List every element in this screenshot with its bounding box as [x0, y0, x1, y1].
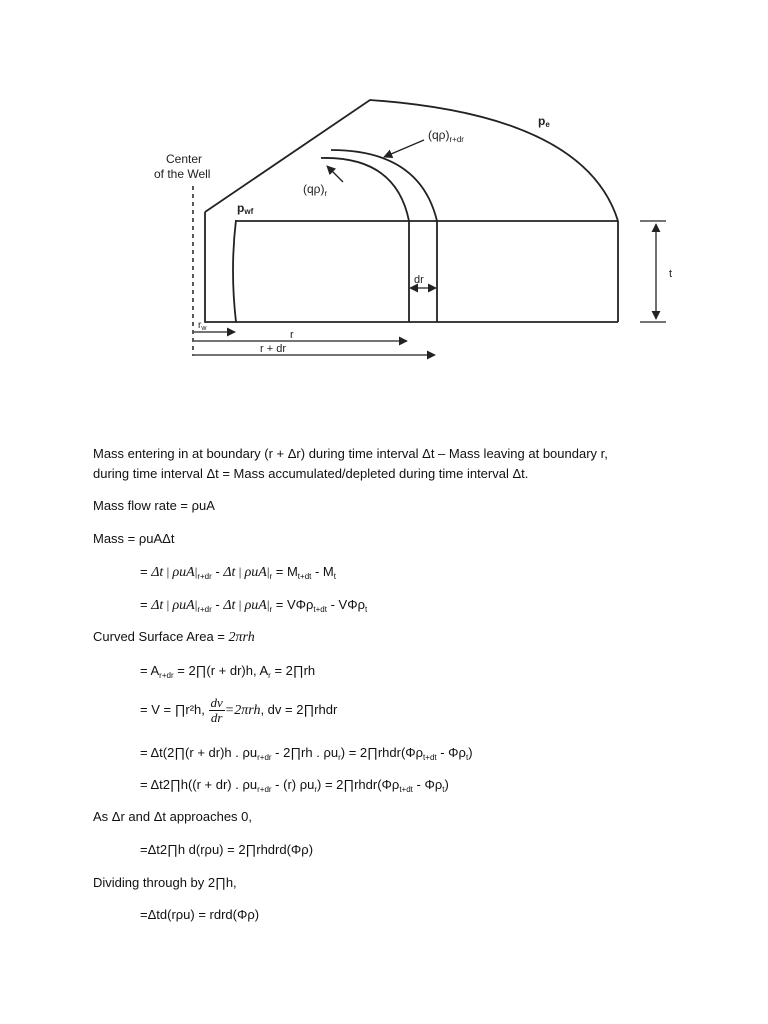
equation-7: =Δt2∏h d(rρu) = 2∏rhdrd(Φρ) — [140, 842, 314, 857]
equation-2: = Δt | $\rho uA|_{r+dr}$ - Δt | $\rho uA|_r = V\Phi\rho_{t+dt} - V\Phi\rho_t$ — [140, 597, 368, 614]
equation-4: = V = ∏r²h, $\frac{dv}{dr}$ =2πrh, dv = 2∏rhdr — [140, 695, 338, 726]
pe-label: pe — [538, 114, 550, 129]
dr-label: dr — [414, 274, 424, 286]
outer-boundary-arc — [205, 100, 618, 221]
wellbore-outline — [205, 212, 236, 322]
r-plus-dr-label: r + dr — [260, 343, 286, 355]
mass-definition: Mass = ρuAΔt — [93, 531, 175, 546]
center-label-line1: Center — [166, 152, 203, 166]
qp-r-dr-label: $(q\rho)_{r+dr}$ — [428, 128, 464, 144]
flux-arrow-r-plus-dr — [384, 140, 424, 157]
thickness-label: t — [669, 268, 673, 280]
limit-statement: As Δr and Δt approaches 0, — [93, 809, 253, 824]
shell-outer-arc — [331, 150, 437, 221]
pwf-label: pwf — [237, 201, 254, 216]
r-label: r — [290, 329, 294, 341]
radial-flow-diagram — [0, 0, 768, 400]
shell-inner-arc — [321, 158, 409, 221]
mass-flow-rate: Mass flow rate = ρuA — [93, 498, 215, 513]
equation-5: = Δt(2∏(r + dr)h . $\rho u_{r+dr}$ - 2∏rh . $\rho u_r$) = $2\prod rhdr(\Phi\rho_{t+dt} - \Phi\rho_t)$ — [140, 745, 473, 762]
flux-arrow-r — [327, 166, 343, 182]
center-label-line2: of the Well — [154, 167, 211, 181]
dividing-statement: Dividing through by 2∏h, — [93, 875, 237, 890]
rw-label: $r_w$ — [198, 320, 207, 332]
paragraph-mass-balance-1: Mass entering in at boundary (r + Δr) during time interval Δt – Mass leaving at boundary r, — [93, 446, 608, 461]
equation-8: =Δtd(rρu) = rdrd(Φρ) — [140, 907, 260, 922]
qp-r-label: $(q\rho)_r$ — [303, 182, 328, 198]
paragraph-mass-balance-2: during time interval Δt = Mass accumulated/depleted during time interval Δt. — [93, 466, 529, 481]
equation-1: = Δt | $\rho uA|_{r+dr}$ - Δt | $\rho uA|_r = M_{t+dt} - M_t$ — [140, 564, 336, 581]
equation-3: = $A_{r+dr}$ = 2∏(r + dr)h, $A_r$ = 2∏rh — [140, 663, 316, 680]
curved-surface-area: Curved Surface Area = 2πrh — [93, 629, 255, 645]
equation-6: = Δt2∏h((r + dr) . $\rho u_{r+dr} - (r) \rho u_r$) = $2\prod rhdr(\Phi\rho_{t+dt} - \Phi\rho_t)$ — [140, 777, 449, 794]
